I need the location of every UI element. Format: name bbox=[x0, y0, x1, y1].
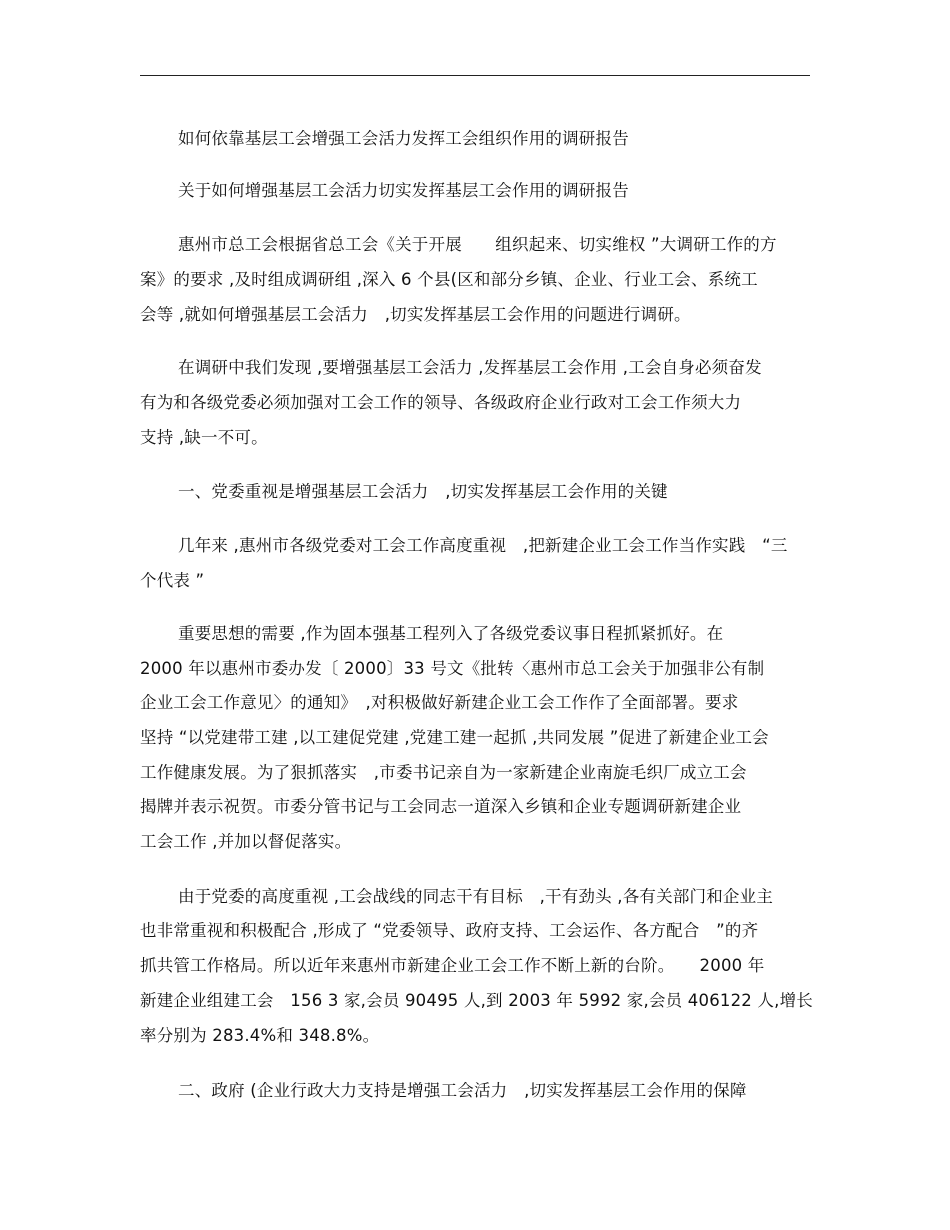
text-line: 几年来 ,惠州市各级党委对工会工作高度重视 ,把新建企业工会工作当作实践 “三 bbox=[178, 536, 788, 555]
text-line: 由于党委的高度重视 ,工会战线的同志干有目标 ,干有劲头 ,各有关部门和企业主 bbox=[178, 887, 774, 906]
section-heading: 一、党委重视是增强基层工会活力 ,切实发挥基层工会作用的关键 bbox=[178, 482, 668, 501]
text-line: 新建企业组建工会 156 3 家,会员 90495 人,到 2003 年 5992 家,会员 406122 人,增长 bbox=[140, 991, 813, 1010]
report-subtitle: 关于如何增强基层工会活力切实发挥基层工会作用的调研报告 bbox=[178, 181, 629, 200]
report-title: 如何依靠基层工会增强工会活力发挥工会组织作用的调研报告 bbox=[178, 129, 629, 148]
text-line: 揭牌并表示祝贺。市委分管书记与工会同志一道深入乡镇和企业专题调研新建企业 bbox=[140, 797, 742, 816]
text-line: 惠州市总工会根据省总工会《关于开展 组织起来、切实维权 ”大调研工作的方 bbox=[178, 235, 777, 254]
text-line: 抓共管工作格局。所以近年来惠州市新建企业工会工作不断上新的台阶。 2000 年 bbox=[140, 956, 765, 975]
section-heading: 二、政府 (企业行政大力支持是增强工会活力 ,切实发挥基层工会作用的保障 bbox=[178, 1081, 747, 1100]
text-line: 个代表 ” bbox=[140, 571, 205, 590]
text-line: 2000 年以惠州市委办发〔 2000〕33 号文《批转〈惠州市总工会关于加强非公有制 bbox=[140, 659, 765, 678]
text-line: 企业工会工作意见〉的通知》 ,对积极做好新建企业工会工作作了全面部署。要求 bbox=[140, 693, 739, 712]
text-line: 工会工作 ,并加以督促落实。 bbox=[140, 832, 352, 851]
text-line: 率分别为 283.4%和 348.8%。 bbox=[140, 1026, 380, 1045]
text-line: 工作健康发展。为了狠抓落实 ,市委书记亲自为一家新建企业南旋毛织厂成立工会 bbox=[140, 763, 747, 782]
text-line: 在调研中我们发现 ,要增强基层工会活力 ,发挥基层工会作用 ,工会自身必须奋发 bbox=[178, 358, 762, 377]
header-rule bbox=[140, 75, 810, 76]
text-line: 重要思想的需要 ,作为固本强基工程列入了各级党委议事日程抓紧抓好。在 bbox=[178, 624, 724, 643]
text-line: 有为和各级党委必须加强对工会工作的领导、各级政府企业行政对工会工作须大力 bbox=[140, 393, 742, 412]
text-line: 也非常重视和积极配合 ,形成了 “党委领导、政府支持、工会运作、各方配合 ”的齐 bbox=[140, 921, 759, 940]
text-line: 坚持 “以党建带工建 ,以工建促党建 ,党建工建一起抓 ,共同发展 ”促进了新建企业工会 bbox=[140, 728, 769, 747]
text-line: 支持 ,缺一不可。 bbox=[140, 428, 268, 447]
text-line: 案》的要求 ,及时组成调研组 ,深入 6 个县(区和部分乡镇、企业、行业工会、系统工 bbox=[140, 270, 758, 289]
text-line: 会等 ,就如何增强基层工会活力 ,切实发挥基层工会作用的问题进行调研。 bbox=[140, 305, 691, 324]
